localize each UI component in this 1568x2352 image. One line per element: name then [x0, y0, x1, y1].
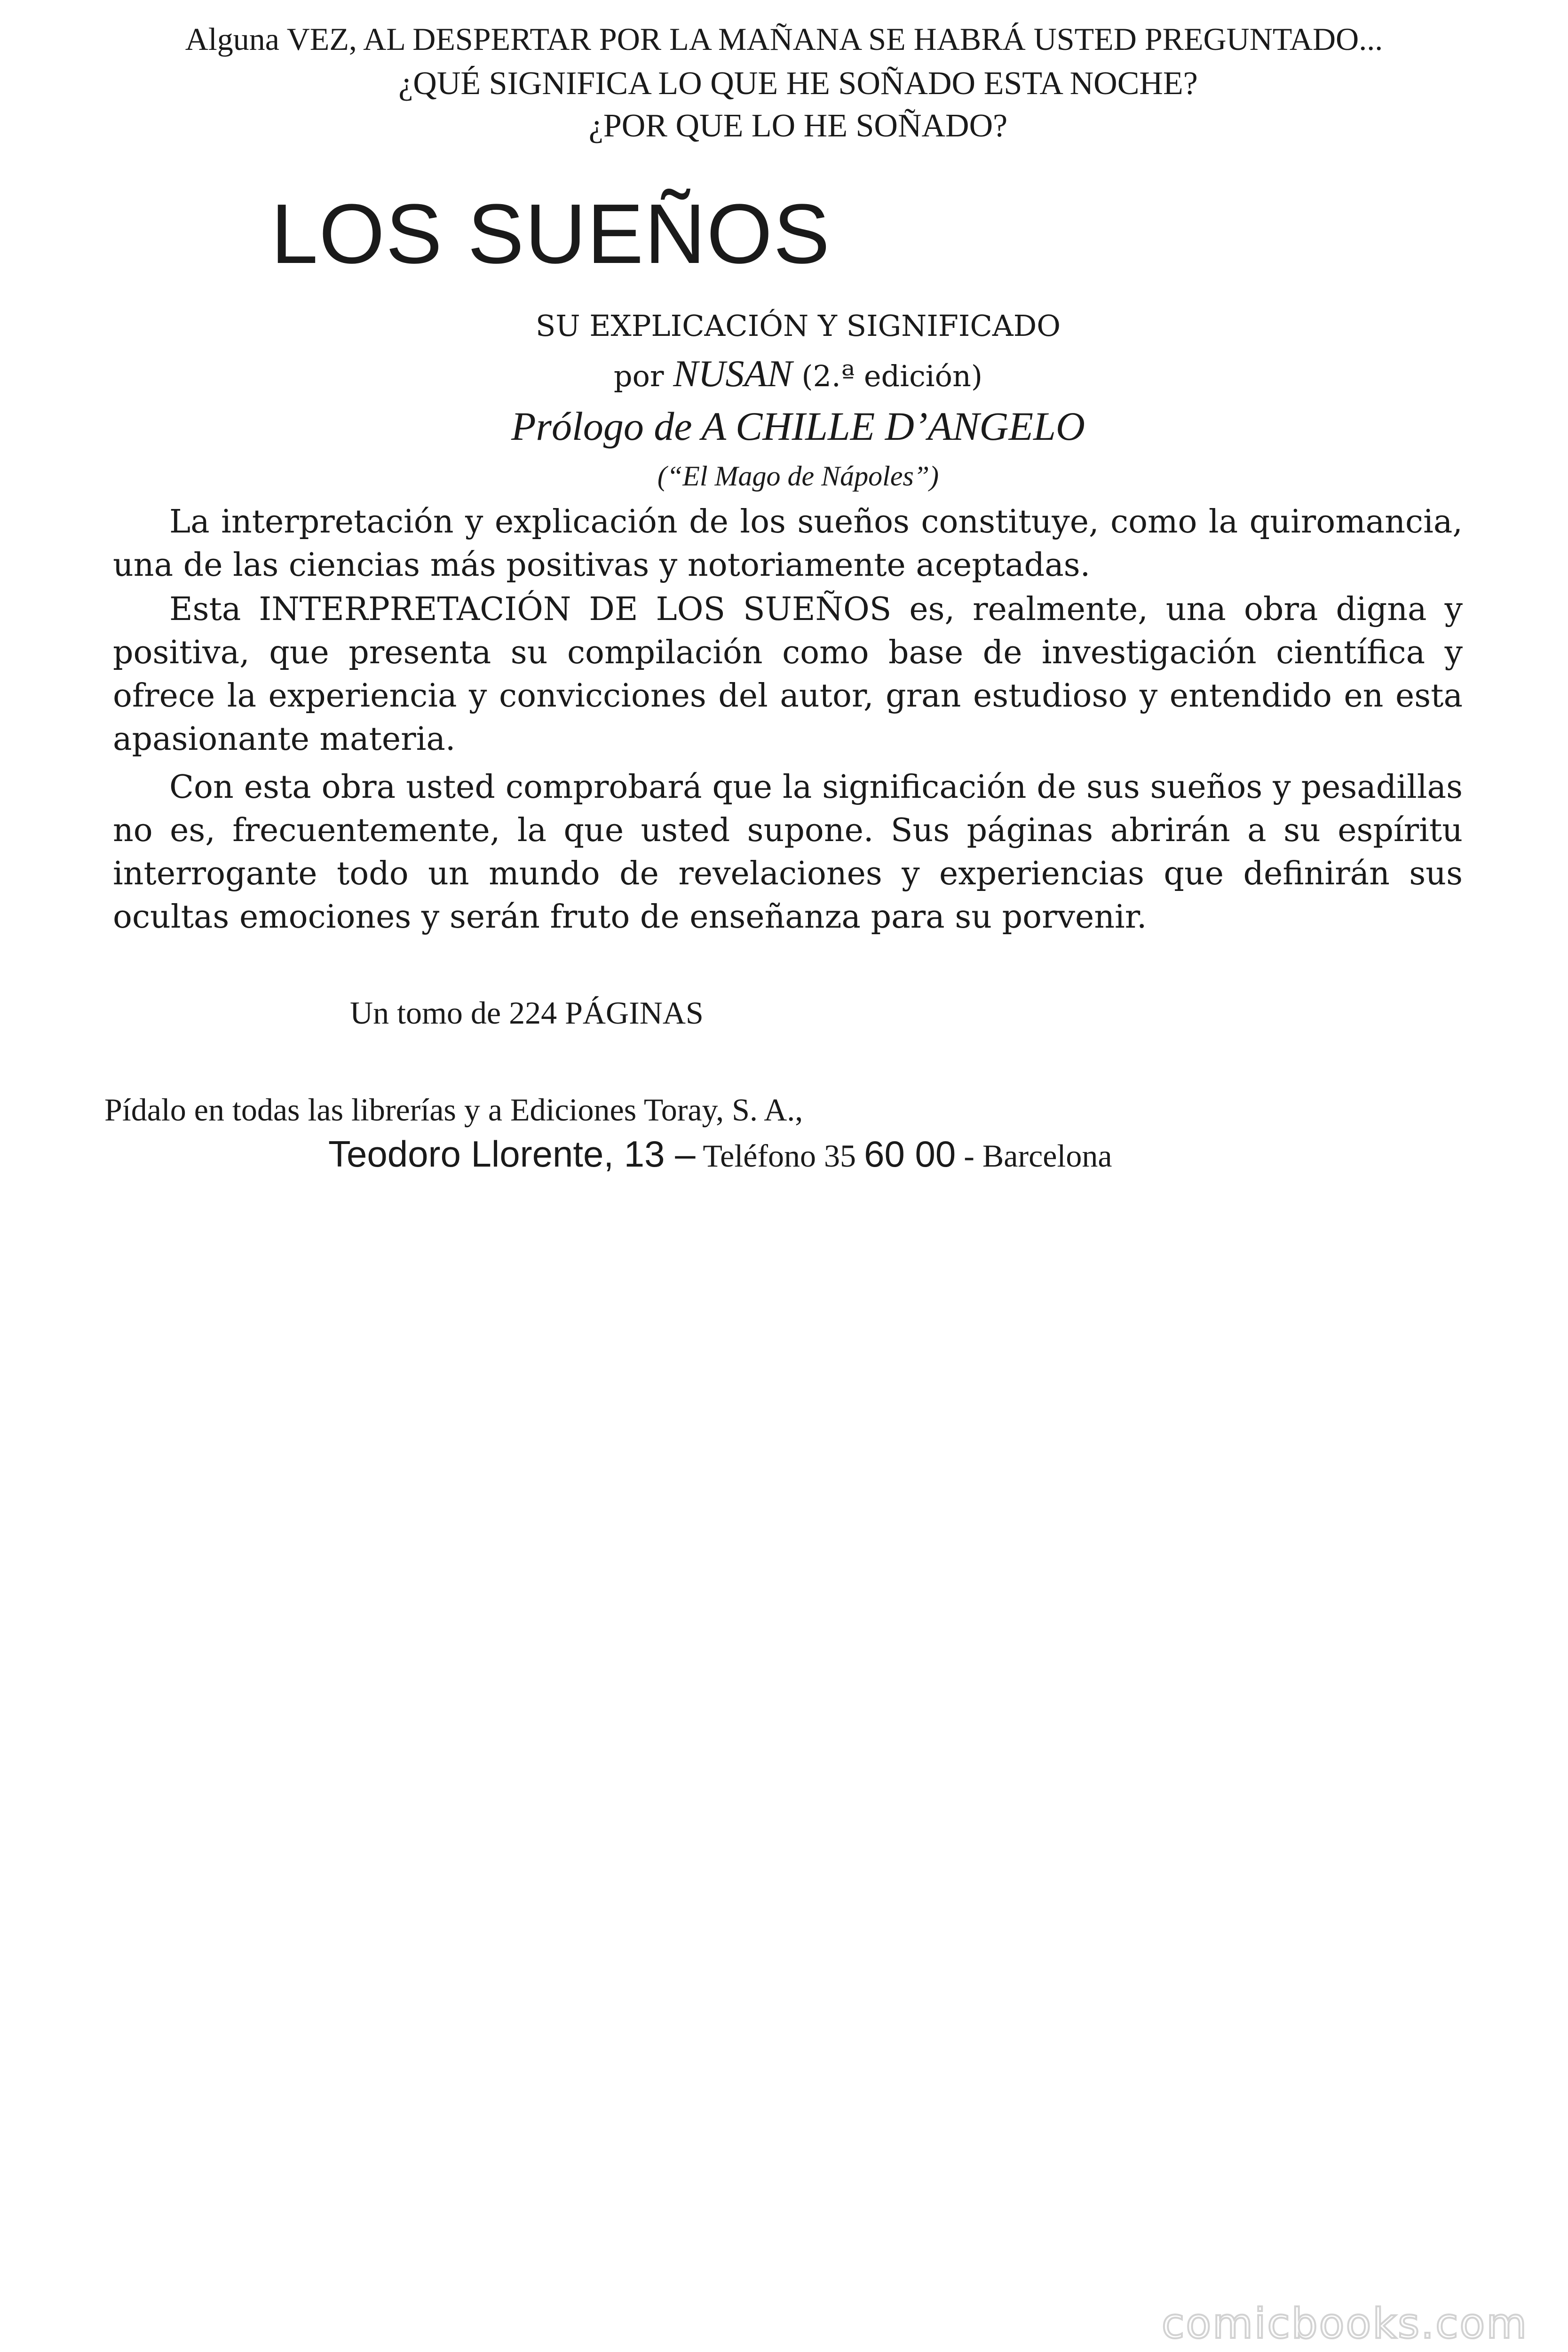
description-paragraph-3 — [113, 766, 1463, 939]
intro-line-2: ¿QUÉ SIGNIFICA LO QUE HE SOÑADO ESTA NOCHE? — [398, 65, 1198, 102]
edition-label: (2.ª edición) — [801, 359, 983, 393]
book-title: LOS SUEÑOS — [271, 187, 831, 281]
volume-info: Un tomo de 224 PÁGINAS — [350, 995, 704, 1031]
paragraph-text: La interpretación y explicación de los sueños constituye, como la quiromancia, una de las ciencias más positivas y notoriamente aceptadas. — [113, 503, 1463, 584]
prologue-credit: Prólogo de A CHILLE D’ANGELO — [511, 404, 1085, 449]
byline — [0, 353, 1568, 396]
city-name: - Barcelona — [964, 1138, 1112, 1174]
order-info: Pídalo en todas las librerías y a Ediciones Toray, S. A., — [104, 1092, 803, 1128]
intro-line-1: Alguna VEZ, AL DESPERTAR POR LA MAÑANA SE HABRÁ USTED PREGUNTADO... — [185, 21, 1383, 57]
byline-prefix: por — [613, 359, 664, 393]
book-subtitle: SU EXPLICACIÓN Y SIGNIFICADO — [535, 309, 1061, 343]
publisher-address — [328, 1133, 1112, 1176]
phone-label: Teléfono 35 — [703, 1138, 856, 1174]
prologue-nickname: (“El Mago de Nápoles”) — [657, 461, 939, 492]
description-paragraph-2 — [113, 588, 1463, 761]
phone-number: 60 00 — [864, 1133, 956, 1175]
author-name: NUSAN — [673, 353, 792, 395]
street-address: Teodoro Llorente, 13 – — [328, 1133, 696, 1175]
intro-line-3: ¿POR QUE LO HE SOÑADO? — [588, 108, 1008, 144]
paragraph-text: Con esta obra usted comprobará que la significación de sus sueños y pesadillas no es, frecuentemente, la que usted supone. Sus páginas abrirán a su espíritu interrogante todo un mundo de revelaciones y experiencias que definirán sus ocultas emociones y serán fruto de enseñanza para su porvenir. — [113, 769, 1463, 936]
description-paragraph-1 — [113, 501, 1463, 587]
paragraph-text: Esta INTERPRETACIÓN DE LOS SUEÑOS es, realmente, una obra digna y positiva, que presenta su compilación como base de investigación científica y ofrece la experiencia y convicciones del autor, gran estudioso y entendido en esta apasionante materia. — [113, 591, 1463, 758]
site-watermark: comicbooks.com — [1162, 2299, 1528, 2348]
